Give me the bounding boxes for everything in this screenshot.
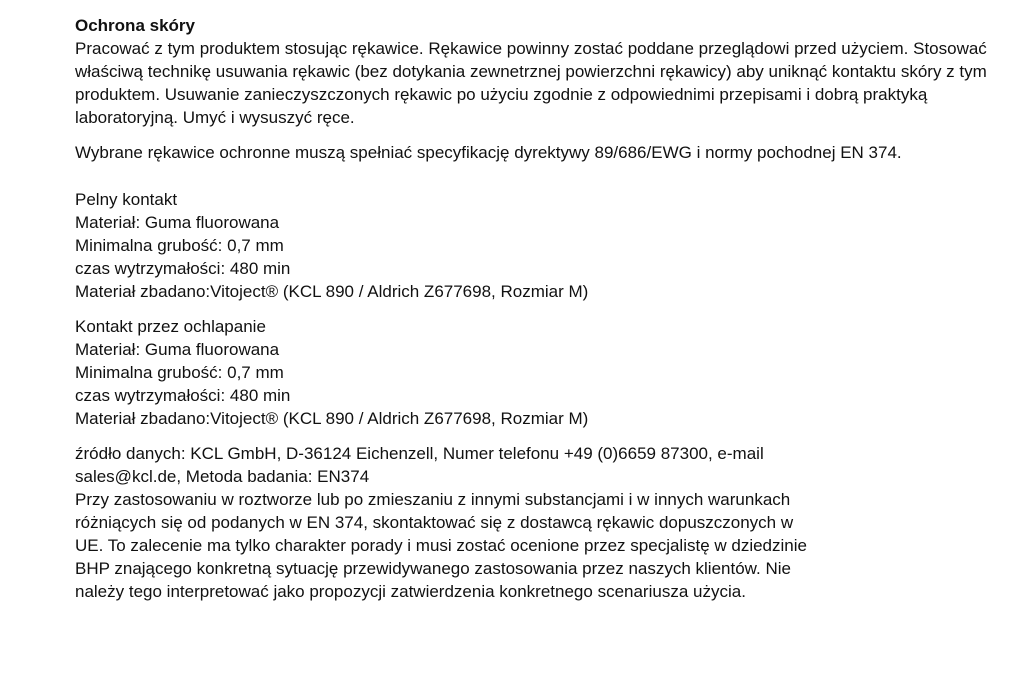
section-title: Ochrona skóry — [75, 16, 195, 35]
note-line-2: różniących się od podanych w EN 374, skontaktować się z dostawcą rękawic dopuszczonych w — [75, 513, 794, 532]
note-line-5: należy tego interpretować jako propozycji zatwierdzenia konkretnego scenariusza użycia. — [75, 582, 746, 601]
full-contact-tested: Materiał zbadano:Vitoject® (KCL 890 / Aldrich Z677698, Rozmiar M) — [75, 282, 589, 301]
note-line-3: UE. To zalecenie ma tylko charakter porady i musi zostać ocenione przez specjalistę w dziedzinie — [75, 536, 807, 555]
directive-paragraph: Wybrane rękawice ochronne muszą spełniać specyfikację dyrektywy 89/686/EWG i normy pochodnej EN 374. — [75, 143, 902, 162]
note-line-1: Przy zastosowaniu w roztworze lub po zmieszaniu z innymi substancjami i w innych warunkach — [75, 490, 791, 509]
document-page — [75, 14, 1010, 603]
intro-paragraph: Pracować z tym produktem stosując rękawice. Rękawice powinny zostać poddane przeglądowi przed użyciem. Stosować właściwą technikę usuwania rękawic (bez dotykania zewnetrznej powierzchni rękawicy) aby uniknąć kontaktu skóry z tym produktem. Usuwanie zanieczyszczonych rękawic po użyciu zgodnie z odpowiednimi przepisami i dobrą praktyką laboratoryjną. Umyć i wysuszyć ręce. — [75, 39, 987, 127]
splash-contact-thickness: Minimalna grubość: 0,7 mm — [75, 363, 284, 382]
splash-contact-block — [75, 315, 1010, 430]
splash-contact-time: czas wytrzymałości: 480 min — [75, 386, 291, 405]
full-contact-material: Materiał: Guma fluorowana — [75, 213, 280, 232]
full-contact-title: Pelny kontakt — [75, 190, 178, 209]
splash-contact-title: Kontakt przez ochlapanie — [75, 317, 266, 336]
splash-contact-tested: Materiał zbadano:Vitoject® (KCL 890 / Aldrich Z677698, Rozmiar M) — [75, 409, 589, 428]
source-line-2: sales@kcl.de, Metoda badania: EN374 — [75, 467, 370, 486]
full-contact-time: czas wytrzymałości: 480 min — [75, 259, 291, 278]
source-line-1: źródło danych: KCL GmbH, D-36124 Eichenzell, Numer telefonu +49 (0)6659 87300, e-mail — [75, 444, 764, 463]
full-contact-thickness: Minimalna grubość: 0,7 mm — [75, 236, 284, 255]
splash-contact-material: Materiał: Guma fluorowana — [75, 340, 280, 359]
source-block — [75, 442, 1010, 603]
note-line-4: BHP znającego konkretną sytuację przewidywanego zastosowania przez naszych klientów. Nie — [75, 559, 791, 578]
full-contact-block — [75, 188, 1010, 303]
